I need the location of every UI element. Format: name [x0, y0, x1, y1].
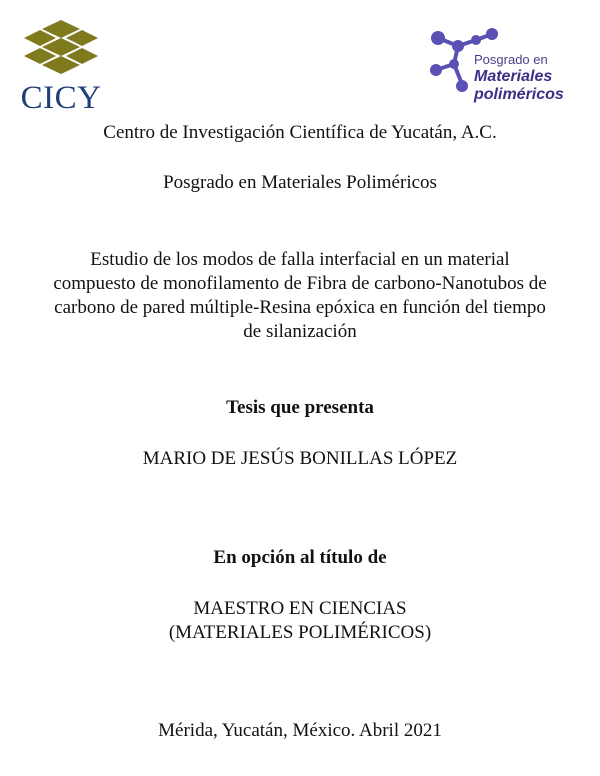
place-date: Mérida, Yucatán, México. Abril 2021	[158, 720, 442, 741]
cicy-logo-text: CICY	[20, 80, 102, 116]
institution-name: Centro de Investigación Científica de Yucatán, A.C.	[103, 122, 497, 143]
posgrado-logo-line3: poliméricos	[474, 86, 564, 103]
posgrado-logo-line2: Materiales	[474, 68, 553, 85]
program-name: Posgrado en Materiales Poliméricos	[163, 172, 437, 193]
thesis-label: Tesis que presenta	[226, 397, 374, 418]
degree-line: (MATERIALES POLIMÉRICOS)	[168, 622, 432, 643]
option-label: En opción al título de	[213, 547, 387, 568]
cicy-logo	[16, 18, 106, 114]
posgrado-logo	[424, 24, 574, 106]
author-name: MARIO DE JESÚS BONILLAS LÓPEZ	[142, 448, 458, 469]
posgrado-logo-line1: Posgrado en	[474, 52, 548, 67]
cicy-leaves-icon	[16, 18, 106, 82]
thesis-title-line: de silanización	[243, 321, 357, 342]
thesis-title-line: compuesto de monofilamento de Fibra de carbono-Nanotubos de	[53, 273, 547, 294]
thesis-title-line: carbono de pared múltiple-Resina epóxica en función del tiempo	[54, 297, 546, 318]
thesis-title-line: Estudio de los modos de falla interfacial en un material	[90, 249, 510, 270]
degree-line: MAESTRO EN CIENCIAS	[193, 598, 407, 619]
